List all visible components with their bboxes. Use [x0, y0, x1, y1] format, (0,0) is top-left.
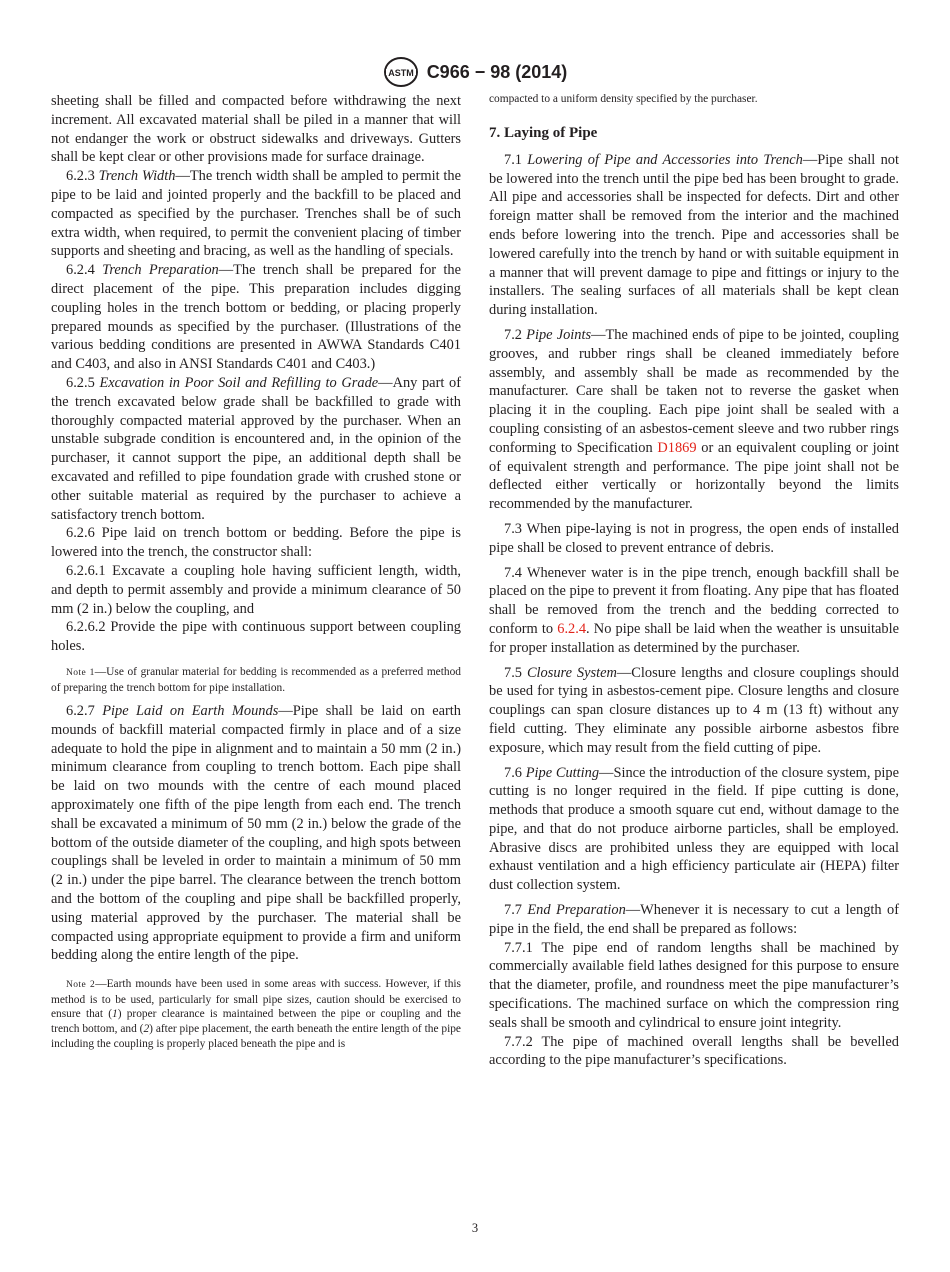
- section-title: End Preparation: [527, 902, 626, 919]
- section-6-2-7: 6.2.7 Pipe Laid on Earth Mounds—Pipe shall be laid on earth mounds of backfill material compacted firmly in place and of a size adequate to hold the pipe in alignment and to maintain a 50 mm (2 in.) minimum clearance from coupling to trench bottom. Each pipe shall be laid on two mounds with the centre of each mound placed approximately one fifth of the pipe length from each end. The trench shall be excavated a minimum of 50 mm (2 in.) below the grade of the bottom of the outside diameter of the coupling, and high spots between couplings shall be leveled in order to maintain a minimum of 50 mm (2 in.) under the pipe barrel. The clearance between the trench bottom and the bottom of the coupling and pipe shall be backfilled properly, using material approved by the purchaser. The material shall be compacted using appropriate equipment to provide a firm and uniform bedding along the entire length of the pipe.: [51, 703, 461, 964]
- section-title: Lowering of Pipe and Accessories into Trench: [527, 151, 803, 168]
- section-7-5: 7.5 Closure System—Closure lengths and closure couplings should be used for tying in asbestos-cement pipe. Closure lengths and closure couplings can span closure distances up to 4 m (13 ft) without any field cutting. They eliminate any possible airborne asbestos fibre exposure, which may result from the field cutting of pipe.: [489, 664, 900, 756]
- page-number: 3: [471, 1221, 479, 1235]
- section-7-1: 7.1 Lowering of Pipe and Accessories into Trench—Pipe shall not be lowered into the trench until the pipe bed has been brought to grade. All pipe and accessories shall be inspected for defects. Dirt and other foreign matter shall be removed from the interior and the machined ends before lowering into the trench. Pipe and accessories shall be lowered carefully into the trench by hand or with suitable equipment in a manner that will prevent damage to pipe and fittings or injury to the installers. The sealing surfaces of all materials shall be kept clean during installation.: [489, 151, 900, 319]
- left-column: [51, 92, 461, 1058]
- section-7-4: 7.4 Whenever water is in the pipe trench, enough backfill shall be placed on the pipe to prevent it from floating. Any pipe that has floated shall be removed from the trench and the bedding corrected to conform to 6.2.4. No pipe shall be laid when the weather is unsuitable for proper installation as determined by the purchaser.: [489, 564, 899, 656]
- section-7-7: 7.7 End Preparation—Whenever it is necessary to cut a length of pipe in the field, the end shall be prepared as follows:: [489, 902, 899, 937]
- note-2: Note 2—Earth mounds have been used in some areas with success. However, if this method is to be used, particularly for small pipe sizes, caution should be exercised to ensure that (1) proper clearance is maintained between the pipe or coupling and the trench bottom, and (2) after pipe placement, the earth beneath the entire length of the pipe including the coupling is properly placed beneath the pipe and is: [51, 978, 461, 1050]
- section-6-2-6: 6.2.6 Pipe laid on trench bottom or bedding. Before the pipe is lowered into the trench, the constructor shall:: [51, 525, 461, 561]
- section-title: Pipe Cutting: [525, 764, 600, 781]
- section-title: Closure System: [526, 664, 617, 681]
- section-title: Trench Preparation: [102, 262, 219, 279]
- section-6-2-4: 6.2.4 Trench Preparation—The trench shall be prepared for the direct placement of the pipe. This preparation includes digging coupling holes in the trench bottom or bedding, or placing properly prepared mounds as specified by the purchaser. (Illustrations of the various bedding conditions are presented in AWWA Standards C401 and C403, and also in ANSI Standards C401 and C403.): [51, 262, 461, 373]
- section-title: Pipe Laid on Earth Mounds: [102, 703, 279, 720]
- section-7-heading: 7. Laying of Pipe: [489, 125, 598, 141]
- section-title: Trench Width: [98, 168, 176, 185]
- paragraph-continuation: compacted to a uniform density specified by the purchaser.: [489, 93, 758, 105]
- section-7-7-2: 7.7.2 The pipe of machined overall lengths shall be bevelled according to the pipe manufacturer’s specifications.: [489, 1033, 899, 1069]
- section-6-2-3: 6.2.3 Trench Width—The trench width shall be ampled to permit the pipe to be laid and jointed properly and the backfill to be placed and compacted as specified by the purchaser. Trenches shall be of such extra width, when required, to permit the convenient placing of timber supports and sheeting and bracing, as well as the handling of specials.: [51, 168, 461, 260]
- note-1: Note 1—Use of granular material for bedding is recommended as a preferred method of preparing the trench bottom for pipe installation.: [51, 665, 461, 694]
- document-designation: C966 − 98 (2014): [426, 61, 568, 82]
- page-header: [0, 56, 950, 88]
- section-title: Pipe Joints: [526, 326, 592, 343]
- astm-logo-icon: [383, 56, 419, 88]
- section-6-2-5: 6.2.5 Excavation in Poor Soil and Refilling to Grade—Any part of the trench excavated below grade shall be backfilled to grade with thoroughly compacted material approved by the purchaser. When an unstable subgrade condition is encountered and, in the opinion of the purchaser, it cannot support the pipe, an additional depth shall be excavated and refilled to pipe foundation grade with crushed stone or other suitable material as required by the purchaser to achieve a satisfactory trench bottom.: [51, 374, 461, 523]
- section-6-2-6-2: 6.2.6.2 Provide the pipe with continuous support between coupling holes.: [51, 619, 461, 655]
- reference-link-d1869[interactable]: D1869: [657, 439, 697, 456]
- section-7-6: 7.6 Pipe Cutting—Since the introduction of the closure system, pipe cutting is no longer required in the field. If pipe cutting is done, methods that produce a smooth square cut end, without damage to the pipe, and that do not produce airborne particles, shall be employed. Abrasive discs are prohibited unless they are equipped with local exhaust ventilation and a high efficiency particulate air (HEPA) filter dust collection system.: [489, 764, 899, 894]
- paragraph-continuation: sheeting shall be filled and compacted before withdrawing the next increment. All excavated material shall be piled in a manner that will not endanger the work or obstruct sidewalks and driveways. Gutters shall be kept clear or other provisions made for surface drainage.: [51, 93, 461, 166]
- reference-link-6-2-4[interactable]: 6.2.4: [557, 620, 587, 637]
- section-7-2: 7.2 Pipe Joints—The machined ends of pipe to be jointed, coupling grooves, and rubber rings shall be cleaned immediately before assembly, and assembly shall be made as recommended by the manufacturer. Care shall be taken not to reverse the gasket when placing it in the coupling. Each pipe joint shall be sealed with a coupling consisting of an asbestos-cement sleeve and two rubber rings conforming to Specification D1869 or an equivalent coupling or joint of equivalent strength and performance. The pipe joint shall not be deflected either vertically or horizontally beyond the limits recommended by the manufacturer.: [489, 326, 899, 513]
- right-column: [489, 92, 899, 1070]
- logo-text: ASTM: [387, 68, 414, 78]
- section-7-3: 7.3 When pipe-laying is not in progress, the open ends of installed pipe shall be closed to prevent entrance of debris.: [489, 520, 899, 556]
- section-title: Excavation in Poor Soil and Refilling to Grade: [99, 374, 379, 391]
- section-6-2-6-1: 6.2.6.1 Excavate a coupling hole having sufficient length, width, and depth to permit assembly and provide a minimum clearance of 50 mm (2 in.) below the coupling, and: [51, 562, 461, 617]
- section-7-7-1: 7.7.1 The pipe end of random lengths shall be machined by commercially available field lathes designed for this purpose to ensure that the diameter, profile, and roundness meet the pipe manufacturer’s specifications. The machined surface on which the compression ring seals shall be smooth and cylindrical to ensure joint integrity.: [489, 939, 899, 1031]
